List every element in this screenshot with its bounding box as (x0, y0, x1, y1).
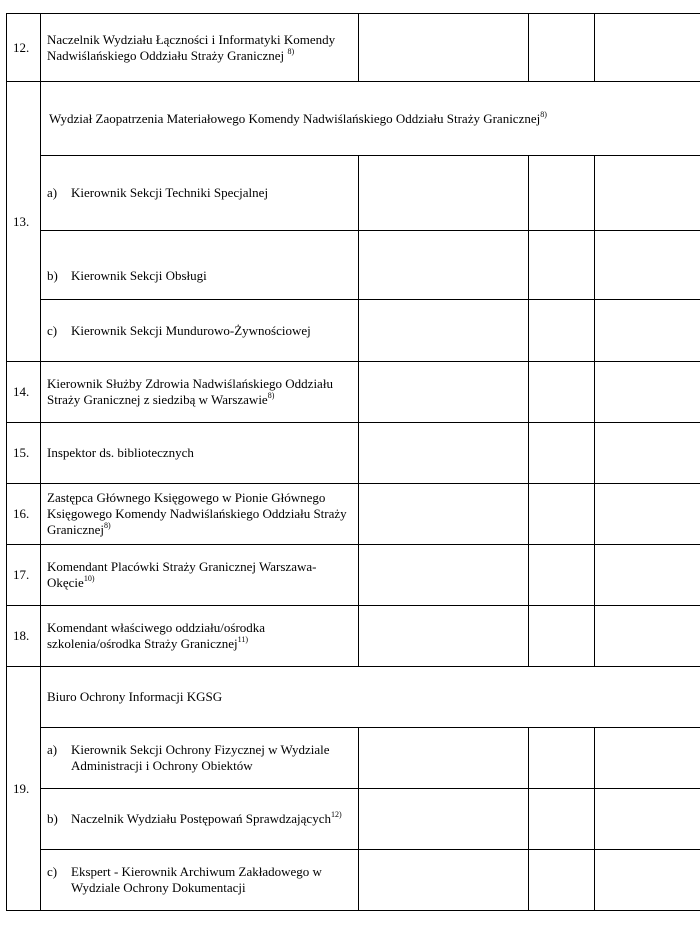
table-row-15 (7, 423, 700, 484)
table-row-13c (7, 300, 700, 362)
table-row-13a (7, 156, 700, 231)
empty-cell (595, 850, 700, 911)
empty-cell (595, 423, 700, 484)
position-name: Inspektor ds. bibliotecznych (41, 423, 359, 484)
position-name: Naczelnik Wydziału Łączności i Informatyki Komendy Nadwiślańskiego Oddziału Straży Granicznej $^{8)}$ (41, 14, 359, 82)
row-number: 13. (7, 82, 41, 362)
empty-cell (529, 545, 595, 606)
empty-cell (359, 156, 529, 231)
table-row-13-header (7, 82, 700, 156)
item-label: c) (47, 864, 58, 879)
row-number: 15. (7, 423, 41, 484)
footnote-ref: 8) (104, 521, 111, 530)
table-row-12 (7, 14, 700, 82)
empty-cell (529, 423, 595, 484)
table-row-18 (7, 606, 700, 667)
empty-cell (529, 156, 595, 231)
sub-position (41, 156, 359, 231)
footnote-ref: 10) (83, 574, 95, 583)
table-row-16 (7, 484, 700, 545)
item-text: Kierownik Sekcji Techniki Specjalnej (71, 185, 269, 200)
table-row-19b (7, 789, 700, 850)
table-row-17 (7, 545, 700, 606)
footnote-ref: 12) (330, 810, 342, 819)
section-header: Wydział Zaopatrzenia Materiałowego Komendy Nadwiślańskiego Oddziału Straży Granicznej$^{8)}$ (41, 82, 700, 156)
sub-position (41, 789, 359, 850)
item-text: Naczelnik Wydziału Postępowań Sprawdzających$^{12)}$ (71, 810, 342, 826)
empty-cell (359, 423, 529, 484)
empty-cell (359, 789, 529, 850)
empty-cell (359, 14, 529, 82)
row-number: 19. (7, 667, 41, 911)
empty-cell (595, 362, 700, 423)
table-row-19c (7, 850, 700, 911)
positions-table (6, 13, 700, 911)
table-row-19a (7, 728, 700, 789)
empty-cell (595, 300, 700, 362)
empty-cell (595, 606, 700, 667)
empty-cell (359, 728, 529, 789)
item-label: a) (47, 185, 58, 200)
table-row-19-header (7, 667, 700, 728)
row-number: 12. (7, 14, 41, 82)
item-text: Kierownik Sekcji Ochrony Fizycznej w Wydziale Administracji i Ochrony Obiektów (71, 742, 330, 773)
item-text: Kierownik Sekcji Obsługi (71, 268, 207, 283)
sub-position (41, 300, 359, 362)
position-name: Zastępca Głównego Księgowego w Pionie Głównego Księgowego Komendy Nadwiślańskiego Oddziału Straży Granicznej$^{8)}$ (41, 484, 359, 545)
empty-cell (529, 231, 595, 300)
item-text: Ekspert - Kierownik Archiwum Zakładowego w Wydziale Ochrony Dokumentacji (71, 864, 322, 895)
empty-cell (359, 362, 529, 423)
position-name: Komendant Placówki Straży Granicznej Warszawa-Okęcie$^{10)}$ (41, 545, 359, 606)
empty-cell (529, 606, 595, 667)
empty-cell (595, 14, 700, 82)
empty-cell (359, 300, 529, 362)
empty-cell (529, 728, 595, 789)
empty-cell (529, 484, 595, 545)
row-number: 17. (7, 545, 41, 606)
section-header: Biuro Ochrony Informacji KGSG (41, 667, 700, 728)
empty-cell (529, 362, 595, 423)
table-row-13b (7, 231, 700, 300)
row-number: 16. (7, 484, 41, 545)
empty-cell (529, 14, 595, 82)
empty-cell (359, 545, 529, 606)
item-label: b) (47, 268, 58, 283)
item-label: a) (47, 742, 58, 757)
empty-cell (595, 789, 700, 850)
empty-cell (595, 545, 700, 606)
empty-cell (595, 484, 700, 545)
empty-cell (595, 728, 700, 789)
row-number: 18. (7, 606, 41, 667)
empty-cell (359, 484, 529, 545)
empty-cell (595, 156, 700, 231)
empty-cell (529, 300, 595, 362)
empty-cell (359, 231, 529, 300)
position-name: Kierownik Służby Zdrowia Nadwiślańskiego Oddziału Straży Granicznej z siedzibą w Warszawie$^{8)}$ (41, 362, 359, 423)
empty-cell (529, 850, 595, 911)
empty-cell (359, 850, 529, 911)
row-number: 14. (7, 362, 41, 423)
item-label: c) (47, 322, 58, 338)
sub-position (41, 728, 359, 789)
footnote-ref: 8) (267, 391, 275, 400)
empty-cell (359, 606, 529, 667)
sub-position (41, 231, 359, 300)
sub-position (41, 850, 359, 911)
footnote-ref: 11) (237, 635, 248, 644)
empty-cell (529, 789, 595, 850)
footnote-ref: 8) (287, 46, 295, 56)
item-text: Kierownik Sekcji Mundurowo-Żywnościowej (71, 322, 311, 338)
table-row-14 (7, 362, 700, 423)
empty-cell (595, 231, 700, 300)
footnote-ref: 8) (540, 109, 547, 119)
item-label: b) (47, 811, 58, 826)
position-name: Komendant właściwego oddziału/ośrodka szkolenia/ośrodka Straży Granicznej$^{11)}$ (41, 606, 359, 667)
